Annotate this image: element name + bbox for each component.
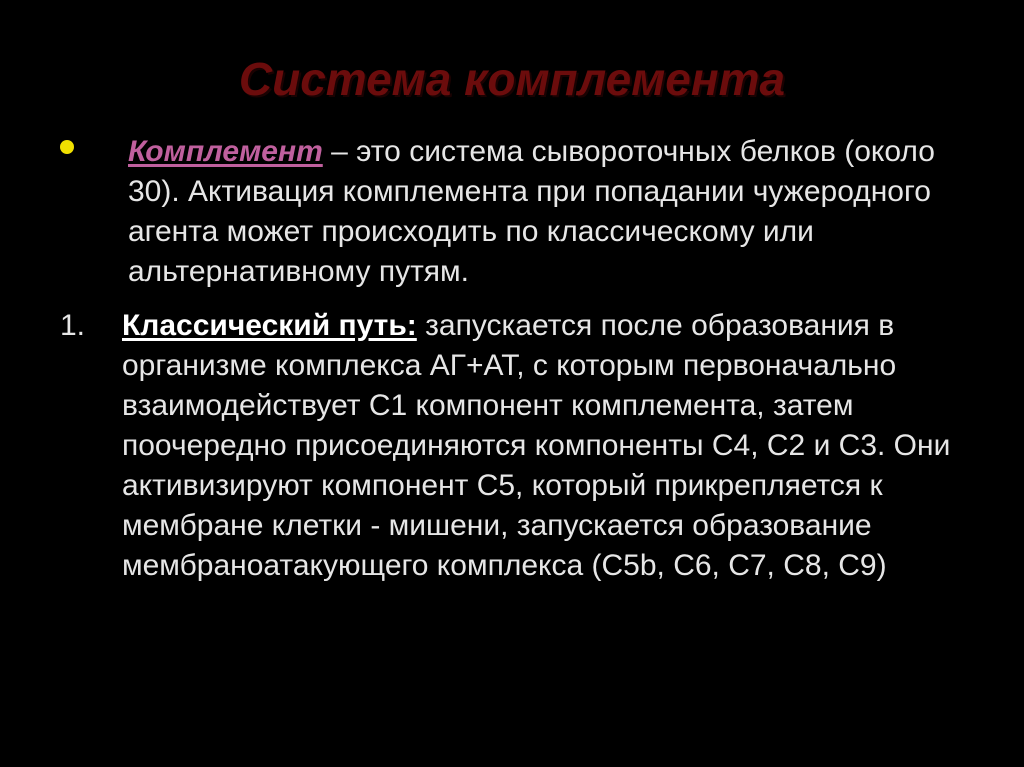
- list-number: 1.: [60, 309, 86, 342]
- numbered-paragraph: [122, 306, 992, 586]
- numbered-text: запускается после образования в организме комплекса АГ+АТ, с которым первоначально взаимодействует С1 компонент комплемента, затем поочередно присоединяются компоненты С4, С2 и С3. Они активизируют компонент С5, который прикрепляется к мембране клетки - мишени, запускается образование мембраноатакующего комплекса (С5b, С6, С7, С8, С9): [122, 309, 951, 582]
- bullet-dot-icon: [60, 140, 74, 154]
- bullet-paragraph: [128, 132, 988, 292]
- bullet-text: – это система сывороточных белков (около 30). Активация комплемента при попадании чужеродного агента может происходить по классическому или альтернативному путям.: [128, 135, 935, 288]
- slide-title: Система комплемента: [238, 53, 786, 105]
- term-complement: Комплемент: [128, 135, 323, 168]
- classic-path-heading: Классический путь:: [122, 309, 417, 342]
